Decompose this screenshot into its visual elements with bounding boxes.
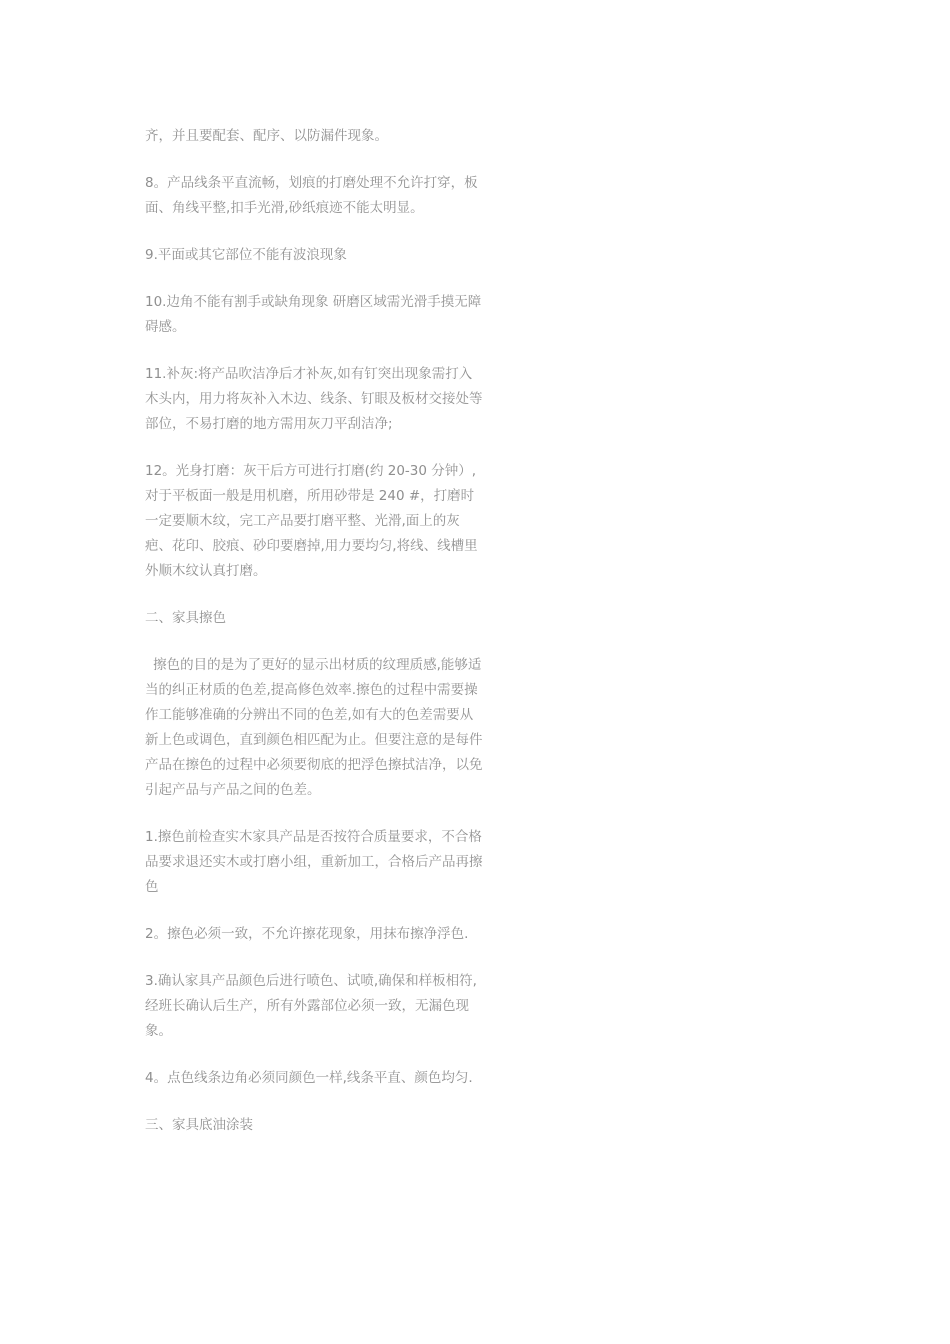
section-heading-staining: 二、家具擦色	[145, 610, 226, 626]
paragraph-item-8: 8。产品线条平直流畅，划痕的打磨处理不允许打穿，板面、角线平整,扣手光滑,砂纸痕迹不能太明显。	[145, 175, 478, 216]
paragraph-item-12: 12。光身打磨：灰干后方可进行打磨(约 20-30 分钟）,对于平板面一般是用机磨，所用砂带是 240 #，打磨时一定要顺木纹，完工产品要打磨平整、光滑,面上的灰疤、花印、胶痕、砂印要磨掉,用力要均匀,将线、线槽里外顺木纹认真打磨。	[145, 463, 478, 579]
paragraph-staining-3: 3.确认家具产品颜色后进行喷色、试喷,确保和样板相符,经班长确认后生产，所有外露部位必须一致，无漏色现象。	[145, 973, 477, 1039]
paragraph-item-11: 11.补灰:将产品吹洁净后才补灰,如有钉突出现象需打入木头内，用力将灰补入木边、线条、钉眼及板材交接处等部位，不易打磨的地方需用灰刀平刮洁净;	[145, 366, 483, 432]
paragraph-staining-4: 4。点色线条边角必须同颜色一样,线条平直、颜色均匀.	[145, 1070, 473, 1086]
paragraph-item-9: 9.平面或其它部位不能有波浪现象	[145, 247, 347, 263]
section-heading-primer: 三、家具底油涂装	[145, 1117, 253, 1133]
document-body	[145, 124, 485, 1160]
paragraph-staining-intro: 擦色的目的是为了更好的显示出材质的纹理质感,能够适当的纠正材质的色差,提高修色效率.擦色的过程中需要操作工能够准确的分辨出不同的色差,如有大的色差需要从新上色或调色，直到颜色相匹配为止。但要注意的是每件产品在擦色的过程中必须要彻底的把浮色擦拭洁净，以免引起产品与产品之间的色差。	[145, 657, 483, 798]
paragraph-staining-2: 2。擦色必须一致，不允许擦花现象，用抹布擦净浮色.	[145, 926, 469, 942]
paragraph-item-10: 10.边角不能有割手或缺角现象 研磨区域需光滑手摸无障碍感。	[145, 294, 482, 335]
paragraph-staining-1: 1.擦色前检查实木家具产品是否按符合质量要求，不合格品要求退还实木或打磨小组，重新加工，合格后产品再擦色	[145, 829, 483, 895]
paragraph-item-7-tail: 齐，并且要配套、配序、以防漏件现象。	[145, 128, 388, 144]
